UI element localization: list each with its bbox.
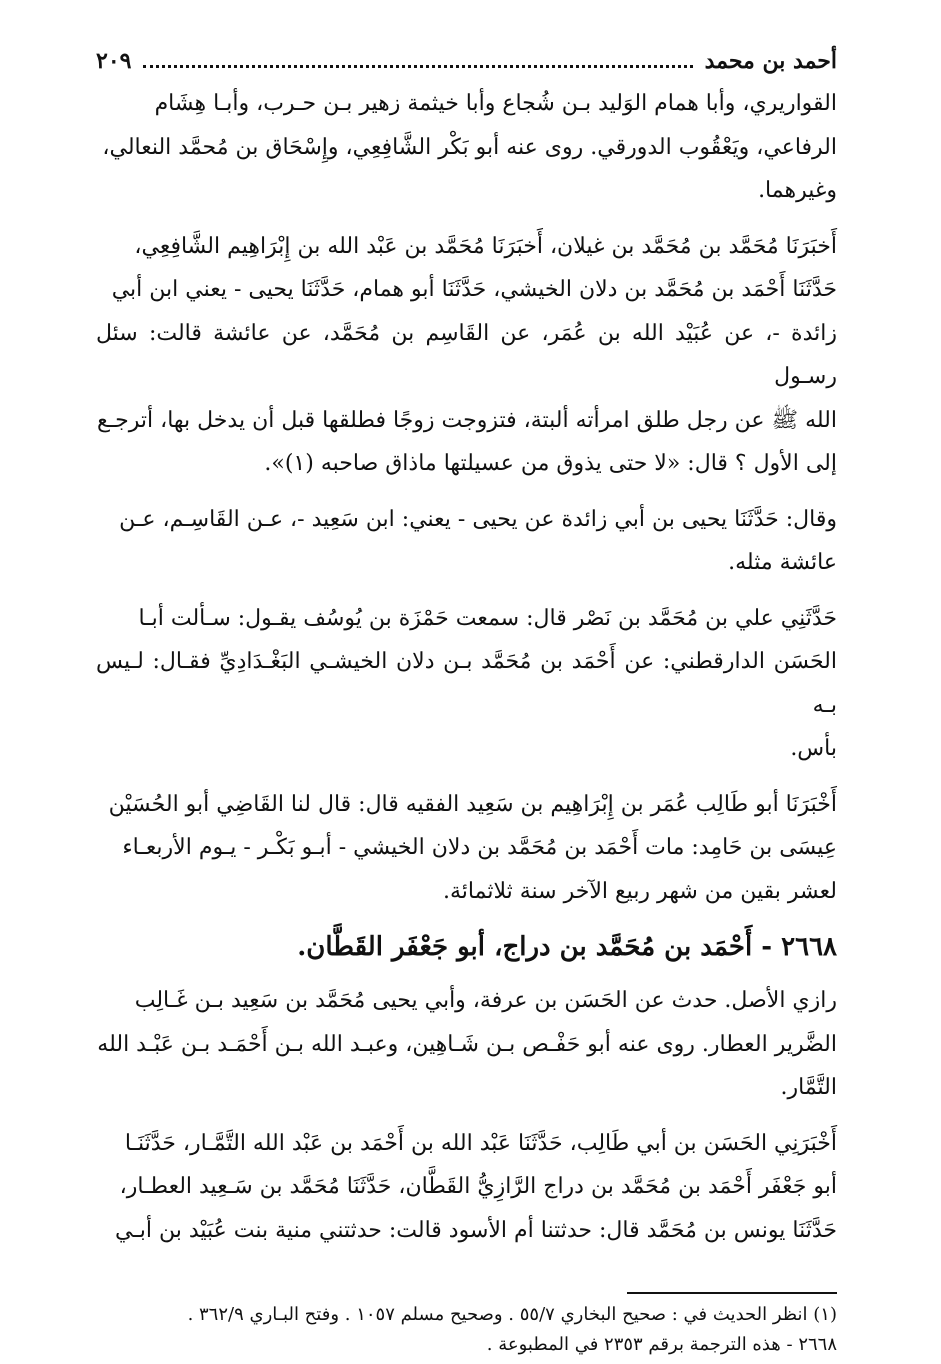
text-line: أَخْبَرَنِي الحَسَن بن أبي طَالِب، حَدَّثَنَا عَبْد الله بن أَحْمَد بن عَبْد الله التَّمَّـار، حَدَّثَنَـا: [124, 1130, 837, 1156]
page-number: ٢٠٩: [96, 48, 132, 74]
paragraph: [96, 225, 837, 486]
text-line: وقال: حَدَّثَنَا يحيى بن أبي زائدة عن يحيى - يعني: ابن سَعِيد -، عـن القَاسِـم، عـن: [119, 506, 837, 532]
text-line: حَدَّثَنَا يونس بن مُحَمَّد قال: حدثتنا أم الأسود قالت: حدثتني منية بنت عُبَيْد بن أبـي: [114, 1217, 837, 1243]
footnote-divider: [627, 1292, 837, 1294]
footnote: ٢٦٦٨ - هذه الترجمة برقم ٢٣٥٣ في المطبوعة .: [486, 1334, 837, 1355]
paragraph: [96, 979, 837, 1110]
text-line: الرفاعي، ويَعْقُوب الدورقي. روى عنه أبو بَكْر الشَّافِعِي، وإِسْحَاق بن مُحمَّد النعالي،: [102, 134, 837, 160]
book-page: [96, 40, 837, 1355]
text-line: الحَسَن الدارقطني: عن أَحْمَد بن مُحَمَّد بـن دلان الخيشـي البَغْـدَادِيِّ فقـال: لـيس بـه: [96, 649, 837, 718]
text-line: إلى الأول ؟ قال: «لا حتى يذوق من عسيلتها ماذاق صاحبه (١)».: [264, 451, 837, 476]
text-line: حَدَّثَنَا أَحْمَد بن مُحَمَّد بن دلان الخيشي، حَدَّثَنَا أبو همام، حَدَّثَنَا يحيى - يعني ابن أبي: [111, 277, 837, 302]
footnote: (١) انظر الحديث في : صحيح البخاري ٥٥/٧ . وصحيح مسلم ١٠٥٧ . وفتح البـاري ٣٦٢/٩ .: [187, 1304, 837, 1325]
running-head: [96, 40, 837, 82]
text-line: أبو جَعْفَر أَحْمَد بن مُحَمَّد بن دراج الرَّازِيُّ القَطَّان، حَدَّثَنَا مُحَمَّد بن سَـعِيد العطـار،: [119, 1174, 837, 1199]
main-text: [96, 82, 837, 1252]
text-line: عائشة مثله.: [728, 550, 837, 575]
paragraph: [96, 597, 837, 771]
paragraph: [96, 82, 837, 213]
text-line: التَّمَّار.: [780, 1075, 837, 1100]
paragraph: [96, 498, 837, 585]
entry-heading: ٢٦٦٨ - أَحْمَد بن مُحَمَّد بن دراج، أبو جَعْفَر القَطَّان.: [297, 932, 837, 962]
paragraph: [96, 783, 837, 914]
footnotes: [96, 1300, 837, 1360]
text-line: الضَّرير العطار. روى عنه أبو حَفْـص بـن شَـاهِين، وعبـد الله بـن أَحْمَـد بـن عَبْـد الله: [97, 1031, 837, 1057]
text-line: زائدة -، عن عُبَيْد الله بن عُمَر، عن القَاسِم بن مُحَمَّد، عن عائشة قالت: سئل رسـول: [96, 320, 837, 389]
text-line: القواريري، وأبا همام الوَليد بـن شُجاع وأبا خيثمة زهير بـن حـرب، وأبـا هِشَام: [154, 91, 837, 116]
text-line: حَدَّثَنِي علي بن مُحَمَّد بن نَصْر قال: سمعت حَمْزَة بن يُوسُف يقـول: سـألت أبـا: [138, 605, 837, 631]
text-line: بأس.: [790, 736, 837, 761]
text-line: عِيسَى بن حَامِد: مات أَحْمَد بن مُحَمَّد بن دلان الخيشي - أبـو بَكْـر - يـوم الأربعـاء: [122, 835, 837, 860]
text-line: أَخْبَرَنَا أبو طَالِب عُمَر بن إِبْرَاهِيم بن سَعِيد الفقيه قال: قال لنا القَاضِي أبو الحُسَيْن: [108, 791, 837, 817]
text-line: وغيرهما.: [758, 178, 837, 203]
leader-dots: [143, 55, 692, 68]
text-line: الله ﷺ عن رجل طلق امرأته ألبتة، فتزوجت زوجًا فطلقها قبل أن يدخل بها، أترجـع: [96, 407, 837, 433]
text-line: لعشر بقين من شهر ربيع الآخر سنة ثلاثمائة.: [443, 878, 837, 904]
running-head-title: أحمد بن محمد: [704, 48, 837, 74]
text-line: أَخبَرَنَا مُحَمَّد بن مُحَمَّد بن غيلان، أَخبَرَنَا مُحَمَّد بن عَبْد الله بن إِبْرَاهِيم الشَّافِعِي،: [134, 233, 837, 259]
text-line: رازي الأصل. حدث عن الحَسَن بن عرفة، وأبي يحيى مُحَمَّد بن سَعِيد بـن غَـالِب: [134, 988, 837, 1013]
paragraph: [96, 1122, 837, 1253]
